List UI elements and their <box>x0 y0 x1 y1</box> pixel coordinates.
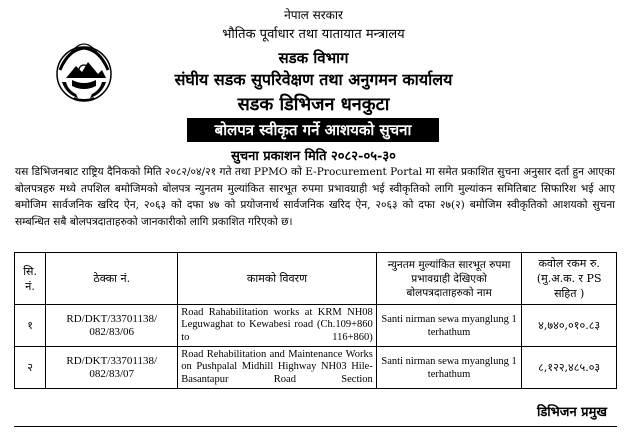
row-sn: १ <box>15 305 46 347</box>
row-bidder: Santi nirman sewa myanglung 1 terhathum <box>376 305 522 347</box>
table-row <box>15 347 617 389</box>
header-contract: ठेक्का नं. <box>46 253 178 305</box>
government-name: नेपाल सरकार <box>284 8 343 22</box>
row-contract: RD/DKT/33701138/ 082/83/06 <box>46 305 178 347</box>
ministry-name: भौतिक पूर्वाधार तथा यातायात मन्त्रालय <box>222 27 405 42</box>
header-sn: सि. नं. <box>15 253 46 305</box>
header-description: कामको विवरण <box>178 253 377 305</box>
award-table <box>14 252 617 389</box>
row-bidder: Santi nirman sewa myanglung 1 terhathum <box>376 347 522 389</box>
office-name: संघीय सडक सुपरिवेक्षण तथा अनुगमन कार्यालय <box>174 70 453 89</box>
table-row <box>15 305 617 347</box>
header-bidder: न्युनतम मुल्यांकित सारभूत रुपमा प्रभावग्राही देखिएको बोलपत्रदाताहरुको नाम <box>376 253 522 305</box>
row-contract: RD/DKT/33701138/ 082/83/07 <box>46 347 178 389</box>
row-sn: २ <box>15 347 46 389</box>
row-description: Road Rehabilitation and Maintenance Works on Pushpalal Midhill Highway NH03 Hile-Basantapur Road Section <box>178 347 377 389</box>
department-name: सडक विभाग <box>278 49 349 67</box>
division-name: सडक डिभिजन धनकुटा <box>237 94 390 115</box>
publication-date: सुचना प्रकाशन मिति २०८२-०५-३० <box>231 149 396 164</box>
table-header-row <box>15 253 617 305</box>
header-amount: कवोल रकम रु. (मु.अ.क. र PS सहित ) <box>522 253 617 305</box>
row-description: Road Rahabilitation works at KRM NH08 Leguwaghat to Kewabesi road (Ch.109+860 to 116+860) <box>178 305 377 347</box>
signature-title: डिभिजन प्रमुख <box>536 405 607 420</box>
row-amount: ८,१२२,४८५.०३ <box>522 347 617 389</box>
row-amount: ४,७४०,०१०.८३ <box>522 305 617 347</box>
notice-body: यस डिभिजनबाट राष्ट्रिय दैनिकको मिति २०८२/०४/२१ गते तथा PPMO को E-Procurement Portal मा समेत प्रकाशित सुचना अनुसार दर्ता हुन आएका बोलपत्रहरु मध्ये तपशिल बमोजिमको बोलपत्र न्युनतम मुल्यांकित सारभूत रुपमा प्रभावग्राही भई स्वीकृतिको लागि मुल्यांकन समितिबाट सिफारिश भई आए बमोजिम सार्वजनिक खरिद ऐन, २०६३ को दफा ४७ को प्रयोजनार्थ सार्वजनिक खरिद ऐन, २०६३ को दफा २७(२) बमोजिम स्वीकृतिको आशयको सुचना सम्बन्धित सबै बोलपत्रदाताहरुको जानकारीको लागि प्रकाशित गरिएको छ। <box>15 166 615 228</box>
bottom-divider <box>14 426 617 427</box>
notice-title: बोलपत्र स्वीकृत गर्ने आशयको सुचना <box>187 118 439 142</box>
